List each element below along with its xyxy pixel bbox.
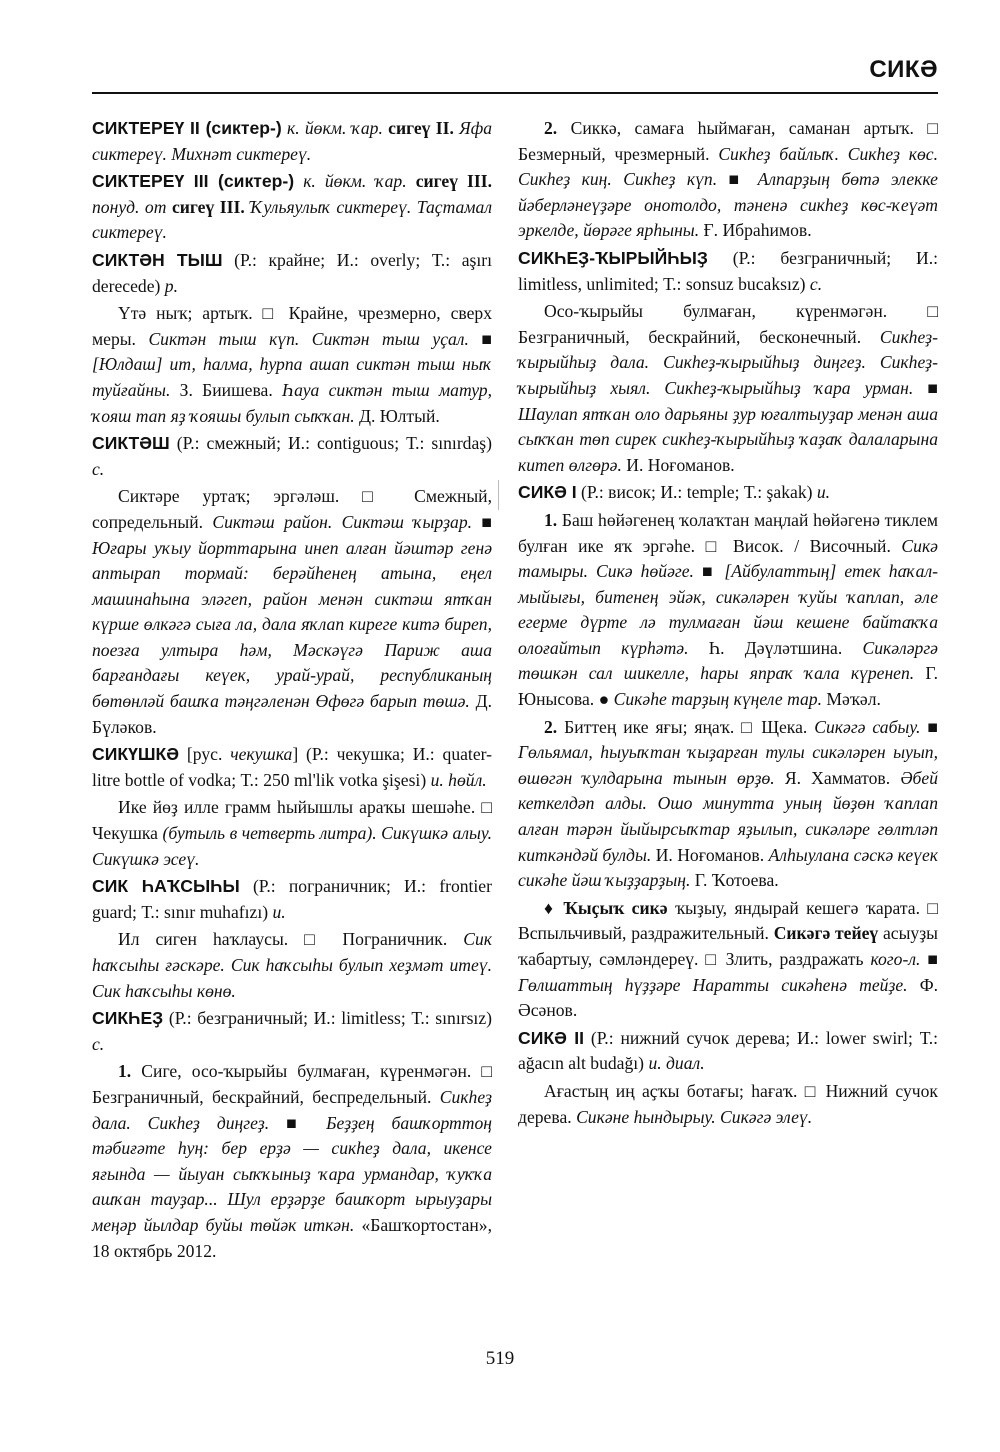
dictionary-entry-head: СИКҺЕҘ-ҠЫРЫЙҺЫҘ (Р.: безграничный; И.: limitless, unlimited; Т.: sonsuz bucaksız) с. [518, 247, 938, 294]
running-head: СИКӘ [869, 56, 938, 83]
definition-paragraph: Сиктәре уртаҡ; эргәләш. □ Смежный, сопредельный. Сиктәш район. Сиктәш ҡырҙар. ■ Юғары уҡыу йорттарына инеп алған йәштәр генә аптырап тормай: берәйһенең атына, еңел машинаһына эләгеп, район менән сиктәш ятҡан күрше өлкәгә сыға ла, дала яҡлап киреге китә биреп, поезға ултыра һәм, Мәскәүгә Париж аша барғандағы кеүек, урай-урай, республиканың бөтөнләй башҡа тәңгәленән Өфөгә барып төшә. Д. Бүләков. [92, 486, 492, 737]
definition-paragraph: Үтә ныҡ; артыҡ. □ Крайне, чрезмерно, сверх меры. Сиктән тыш күп. Сиктән тыш уҫал. ■ [Юлдаш] ит, һалма, һурпа ашап сиктән тыш ныҡ туйғайны. З. Биишева. Һауа сиктән тыш матур, ҡояш тап яҙ ҡояшы булып сыҡҡан. Д. Юлтый. [92, 303, 492, 426]
left-column [92, 116, 492, 1266]
dictionary-entry-head: СИКӘ II (Р.: нижний сучок дерева; И.: lower swirl; Т.: ağacın alt budağı) и. диал. [518, 1027, 938, 1074]
header-rule [92, 92, 938, 94]
definition-paragraph: 2. Сиккә, самаға һыймаған, саманан артыҡ. □ Безмерный, чрезмерный. Сикһеҙ байлыҡ. Сикһеҙ көс. Сикһеҙ киң. Сикһеҙ күп. ■ Алпарҙың бөтә элекке йәберләнеүҙәре онотолдо, тәненә сикһеҙ көс-ҡеүәт эркелде, йөрәге ярһыны. Ғ. Ибраһимов. [518, 118, 938, 241]
definition-paragraph: Ағастың иң аҫҡы ботағы; һағаҡ. □ Нижний сучок дерева. Сикәне һындырыу. Сикәгә элеү. [518, 1080, 938, 1127]
dictionary-entry-head: СИКҮШКӘ [рус. чекушка] (Р.: чекушка; И.: quater-litre bottle of vodka; Т.: 250 ml'lik votka şişesi) и. һөйл. [92, 744, 492, 790]
right-column [518, 116, 938, 1132]
definition-paragraph: ♦ Ҡыҫыҡ сикә ҡыҙыу, яндырай кешегә ҡарата. □ Вспыльчивый, раздражительный. Сикәгә тейеү асыуҙы ҡабартыу, сәмләндереү. □ Злить, раздражать кого-л. ■ Гөлшаттың һүҙҙәре Наратты сикәһенә тейҙе. Ф. Әсәнов. [518, 897, 938, 1021]
dictionary-entry-head: СИК ҺАҠСЫҺЫ (Р.: пограничник; И.: frontier guard; Т.: sınır muhafızı) и. [92, 876, 492, 922]
definition-paragraph: Ике йөҙ илле грамм һыйышлы араҡы шешәһе. □ Чекушка (бутыль в четверть литра). Сикүшкә алыу. Сикүшкә эсеү. [92, 797, 493, 869]
dictionary-entry-head: СИКТЕРЕҮ III (сиктер-) к. йөкм. ҡар. сигеү III. понуд. от сигеү III. Ҡульяулыҡ сиктереү. Таҫтамал сиктереү. [92, 171, 492, 243]
dictionary-entry-head: СИКҺЕҘ (Р.: безграничный; И.: limitless; Т.: sınırsız) с. [92, 1008, 492, 1054]
dictionary-entry-head: СИКТӘН ТЫШ (Р.: крайне; И.: overly; Т.: aşırı derecede) р. [92, 249, 492, 296]
definition-paragraph: 1. Баш һөйәгенең ҡолаҡтан маңлай һөйәгенә тиклем булған ике яҡ эргәһе. □ Висок. / Височный. Сикә тамыры. Сикә һөйәге. ■ [Айбулаттың] етек һаҡал-мыйығы, битенең эйәк, сикәләрен ҡуйы ҡаплап, әле егерме дүрте лә тулмаған йәш кешене байтаҡҡа олоғайтып күрһәтә. Һ. Дәүләтшина. Сикәләргә төшкән сал шикелле, һары япраҡ ҡала күренеп. Г. Юнысова. ● Сикәһе тарҙың күңеле тар. Мәҡәл. [518, 509, 938, 710]
definition-paragraph: 1. Сиге, осо-ҡырыйы булмаған, күренмәгән. □ Безграничный, бескрайний, беспредельный. Сикһеҙ дала. Сикһеҙ диңгеҙ. ■ Беҙҙең башҡорттоң тәбиғәте һуң: бер ерҙә — сикһеҙ дала, икенсе яғында — йыуан сыҡҡыныҙ ҡара урмандар, ҡуҡҡа ашҡан тауҙар... Шул ерҙәрҙе башҡорт ырыуҙары меңәр йылдар буйы төйәк иткән. «Башҡортостан», 18 октябрь 2012. [92, 1061, 492, 1261]
column-divider-mark [498, 480, 499, 510]
definition-paragraph: 2. Биттең ике яғы; яңаҡ. □ Щека. Сикәгә сабыу. ■ Гөльямал, һыуыҡтан ҡыҙарған тулы сикәләрен ыуып, өшөгән ҡулдарына тынын өрҙө. Я. Хамматов. Әбей кеткелдәп алды. Ошо минутта уның йөҙөн ҡаплап алған тәрән йыйырсыҡтар яҙылып, сикәләре гөлтләп киткәндәй булды. И. Ноғоманов. Алһыулана сәскә кеүек сикәһе йәш ҡыҙҙарҙың. Г. Ҡотоева. [518, 716, 939, 891]
definition-paragraph: Осо-ҡырыйы булмаған, күренмәгән. □ Безграничный, бескрайний, бесконечный. Сикһеҙ-ҡырыйһыҙ дала. Сикһеҙ-ҡырыйһыҙ диңгеҙ. Сикһеҙ-ҡырыйһыҙ хыял. Сикһеҙ-ҡырыйһыҙ ҡара урман. ■ Шаулап ятҡан оло дарьяны ҙур юғалтыуҙар менән аша сыҡҡан төп сирек сикһеҙ-ҡырыйһыҙ ҡаҙаҡ далаларына китеп өлгөрә. И. Ноғоманов. [518, 301, 938, 475]
dictionary-entry-head: СИКТЕРЕҮ II (сиктер-) к. йөкм. ҡар. сигеү II. Яфа сиктереү. Михнәт сиктереү. [92, 118, 492, 164]
definition-paragraph: Ил сиген һаҡлаусы. □ Пограничник. Сик һаҡсыһы ғәскәре. Сик һаҡсыһы булып хеҙмәт итеү. Сик һаҡсыһы көнө. [92, 929, 492, 1001]
dictionary-entry-head: СИКӘ I (Р.: висок; И.: temple; Т.: şakak) и. [518, 482, 831, 503]
page-number: 519 [485, 1348, 515, 1369]
dictionary-entry-head: СИКТӘШ (Р.: смежный; И.: contiguous; Т.: sınırdaş) с. [92, 433, 492, 479]
